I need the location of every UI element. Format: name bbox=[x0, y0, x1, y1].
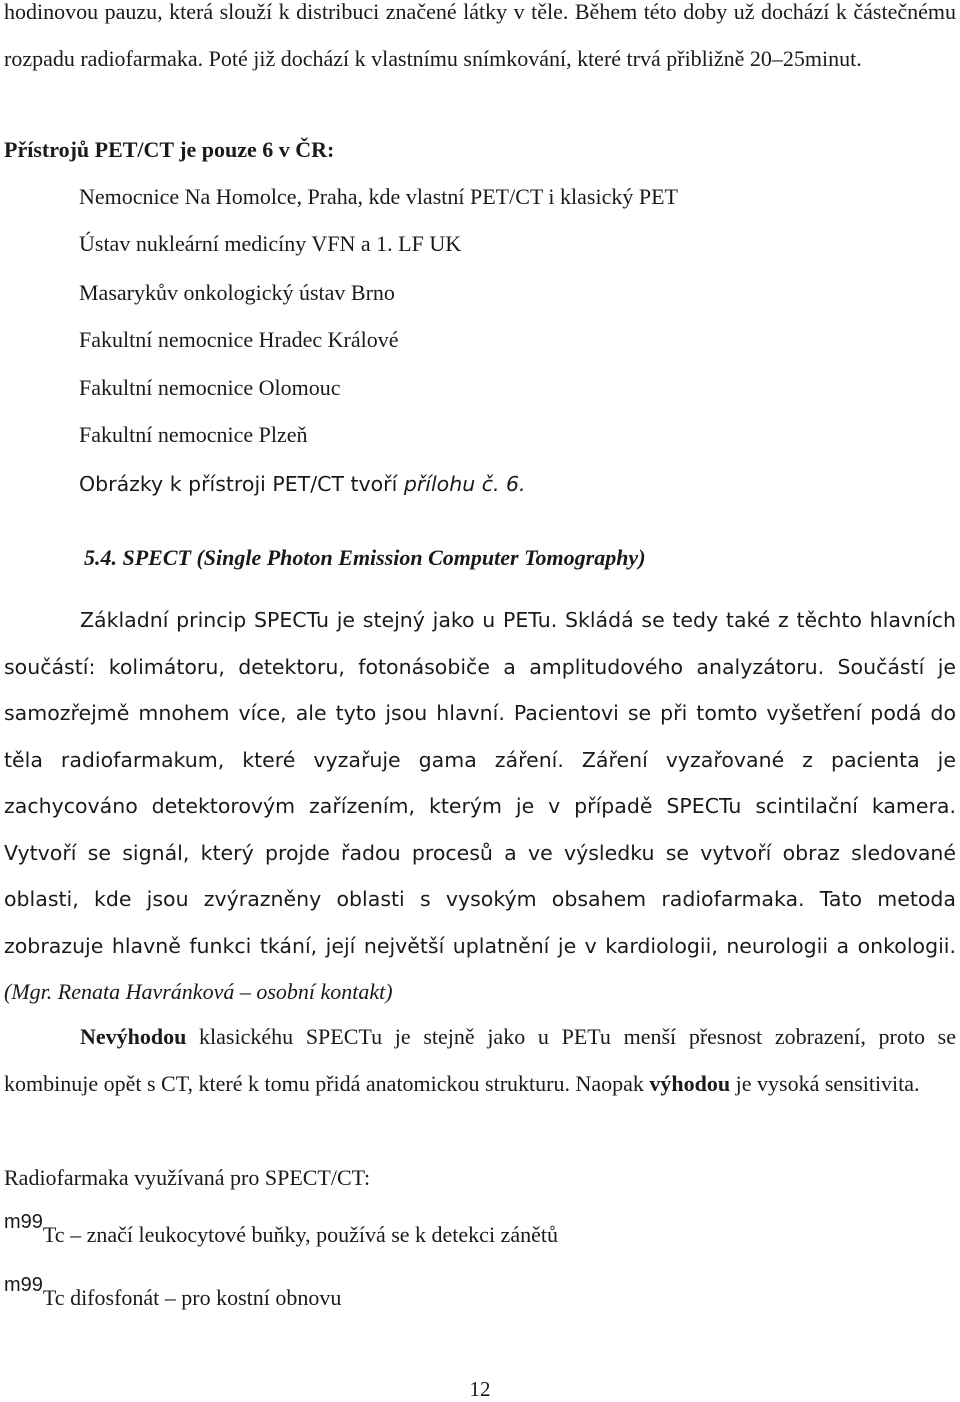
spect-paragraph-2 bbox=[4, 1014, 956, 1107]
page-number: 12 bbox=[469, 1377, 491, 1401]
pet-site-5: Fakultní nemocnice Olomouc bbox=[79, 375, 341, 400]
intro-line-2: už dochází k částečnému rozpadu radiofarmaka. Poté již dochází k vlastnímu bbox=[4, 0, 957, 71]
radiopharmaceutical-item-1 bbox=[4, 1211, 558, 1251]
radiopharmaceutical-item-2 bbox=[4, 1274, 342, 1314]
disadvantage-term: Nevýhodou bbox=[80, 1024, 187, 1049]
advantage-term: výhodou bbox=[649, 1070, 731, 1096]
item-text: Tc – značí leukocytové buňky, používá se k detekci zánětů bbox=[42, 1222, 558, 1247]
appendix-reference: přílohu č. 6. bbox=[403, 472, 526, 496]
citation: (Mgr. Renata Havránková – osobní kontakt) bbox=[4, 979, 393, 1004]
pet-site-6: Fakultní nemocnice Plzeň bbox=[79, 422, 308, 447]
spect-paragraph-1 bbox=[4, 597, 956, 1016]
pet-site-2: Ústav nukleární medicíny VFN a 1. LF UK bbox=[79, 231, 462, 256]
intro-paragraph bbox=[4, 0, 956, 82]
spect-principle-text: Základní princip SPECTu je stejný jako u PETu. bbox=[80, 608, 558, 632]
pet-site-4: Fakultní nemocnice Hradec Králové bbox=[79, 327, 399, 352]
intro-line-3: snímkování, které trvá přibližně 20–25minut. bbox=[463, 45, 862, 71]
disadvantage-text: klasickéhu SPECTu je stejně jako u PETu menší přesnost zobrazení, proto se kombinuje opět s CT, které k tomu přidá anatomickou strukturu. Naopak bbox=[4, 1024, 956, 1096]
pet-ct-heading: Přístrojů PET/CT je pouze 6 v ČR: bbox=[4, 137, 335, 162]
pet-site-3: Masarykův onkologický ústav Brno bbox=[79, 280, 395, 305]
isotope-superscript: m99 bbox=[4, 1211, 43, 1233]
pet-site-1: Nemocnice Na Homolce, Praha, kde vlastní PET/CT i klasický PET bbox=[79, 184, 678, 209]
advantage-text: je vysoká sensitivita. bbox=[730, 1070, 920, 1096]
images-note bbox=[79, 469, 526, 499]
section-heading-spect: 5.4. SPECT (Single Photon Emission Computer Tomography) bbox=[84, 545, 646, 570]
images-note-text: Obrázky k přístroji PET/CT tvoří bbox=[79, 472, 398, 496]
radiopharmaceuticals-heading: Radiofarmaka využívaná pro SPECT/CT: bbox=[4, 1165, 371, 1190]
isotope-superscript: m99 bbox=[4, 1274, 43, 1296]
spect-description-text: Skládá se tedy také z těchto hlavních součástí: kolimátoru, detektoru, fotonásobiče a amplitudového analyzátoru. Součástí je samozřejmě mnohem více, ale tyto jsou hlavní. Pacientovi se při tomto vyšetření podá do těla radiofarmakum, které vyzařuje gama záření. Záření vyzařované z pacienta je zachycováno detektorovým zařízením, kterým je v případě SPECTu scintilační kamera. Vytvoří se signál, který projde řadou procesů a ve výsledku se vytvoří obraz sledované oblasti, kde jsou zvýrazněny oblasti s vysokým obsahem radiofarmaka. Tato metoda zobrazuje hlavně funkci tkání, její největší uplatnění je v kardiologii, neurologii a onkologii. bbox=[4, 608, 956, 958]
item-text: Tc difosfonát – pro kostní obnovu bbox=[42, 1285, 342, 1310]
intro-line-1: hodinovou pauzu, která slouží k distribuci značené látky v těle. Během této doby bbox=[4, 0, 728, 24]
